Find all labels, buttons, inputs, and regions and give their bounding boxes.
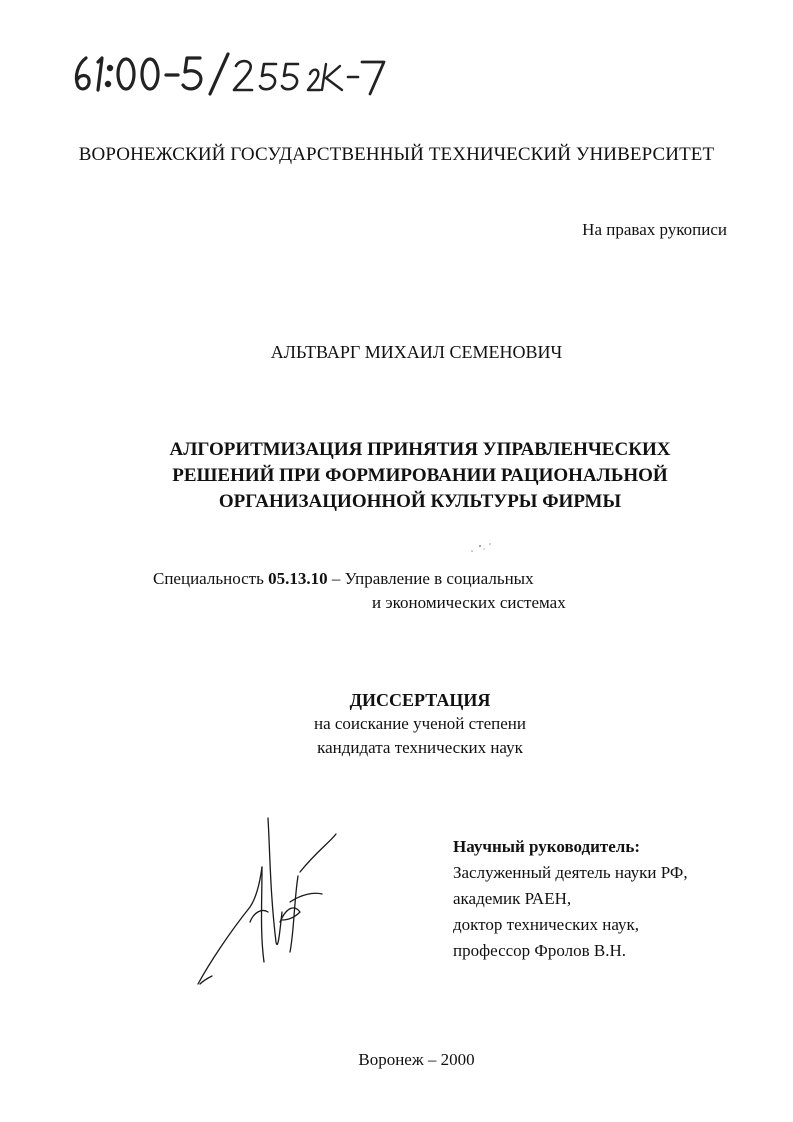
degree-line-2: кандидата технических наук xyxy=(317,738,523,757)
scientific-advisor-block xyxy=(453,834,753,964)
dissertation-title xyxy=(100,437,740,515)
title-line: АЛГОРИТМИЗАЦИЯ ПРИНЯТИЯ УПРАВЛЕНЧЕСКИХ xyxy=(169,439,671,460)
advisor-line: Заслуженный деятель науки РФ, xyxy=(453,863,688,882)
specialty-code: 05.13.10 xyxy=(268,569,328,588)
city-year-footer: Воронеж – 2000 xyxy=(358,1050,475,1069)
dissertation-block xyxy=(250,688,590,760)
handwritten-archive-code xyxy=(70,50,390,96)
dissertation-heading: ДИССЕРТАЦИЯ xyxy=(349,690,491,710)
advisor-line: профессор Фролов В.Н. xyxy=(453,941,627,960)
advisor-line: академик РАЕН, xyxy=(453,889,572,908)
scan-speck-decoration xyxy=(466,540,496,556)
advisor-heading: Научный руководитель: xyxy=(453,837,640,856)
title-line: РЕШЕНИЙ ПРИ ФОРМИРОВАНИИ РАЦИОНАЛЬНОЙ xyxy=(172,465,668,486)
specialty-name-part-2: и экономических системах xyxy=(372,593,566,612)
university-name: ВОРОНЕЖСКИЙ ГОСУДАРСТВЕННЫЙ ТЕХНИЧЕСКИЙ УНИВЕРСИТЕТ xyxy=(78,144,715,165)
author-name: АЛЬТВАРГ МИХАИЛ СЕМЕНОВИЧ xyxy=(270,342,563,362)
specialty-prefix: Специальность xyxy=(153,569,269,588)
handwritten-signature xyxy=(190,812,340,992)
specialty-name-part-1: – Управление в социальных xyxy=(327,569,534,588)
specialty-line-1 xyxy=(153,567,673,591)
specialty-block xyxy=(153,567,673,615)
manuscript-rights-note: На правах рукописи xyxy=(582,220,727,239)
advisor-line: доктор технических наук, xyxy=(453,915,640,934)
degree-line-1: на соискание ученой степени xyxy=(313,714,527,733)
title-line: ОРГАНИЗАЦИОННОЙ КУЛЬТУРЫ ФИРМЫ xyxy=(218,491,622,512)
